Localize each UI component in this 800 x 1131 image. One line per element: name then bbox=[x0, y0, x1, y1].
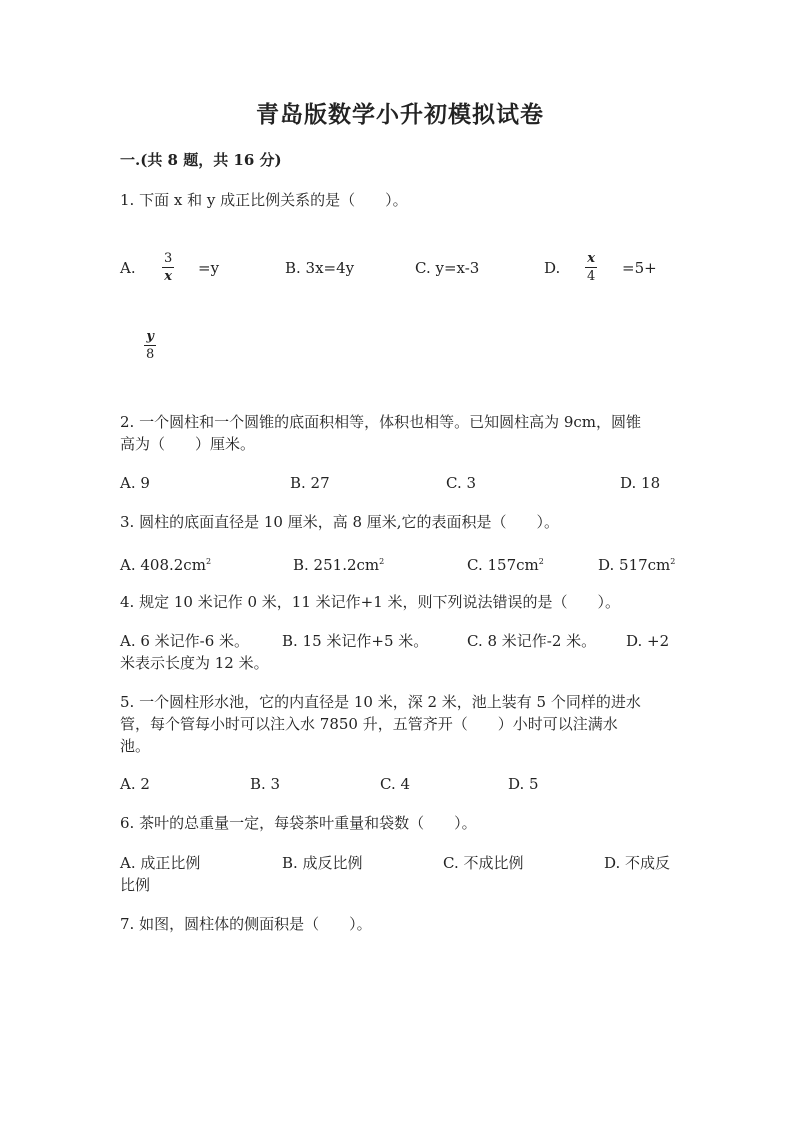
option-d: D. +2 bbox=[626, 632, 670, 650]
option-a: A. 2 bbox=[120, 775, 150, 793]
question-stem: 6. 茶叶的总重量一定，每袋茶叶重量和袋数（ ）。 bbox=[120, 814, 477, 832]
option-a: A. 6 米记作-6 米。 bbox=[120, 632, 250, 650]
unit-superscript: 2 bbox=[538, 557, 544, 566]
question-stem: 7. 如图，圆柱体的侧面积是（ ）。 bbox=[120, 915, 372, 933]
option-b bbox=[293, 552, 384, 575]
option-c: C. 4 bbox=[380, 775, 411, 793]
question-stem: 1. 下面 x 和 y 成正比例关系的是（ ）。 bbox=[120, 191, 408, 209]
fraction-y-over-8 bbox=[144, 330, 156, 361]
question-stem-line-1: 2. 一个圆柱和一个圆锥的底面积相等，体积也相等。已知圆柱高为 9cm，圆锥 bbox=[120, 413, 642, 431]
option-c: C. 8 米记作-2 米。 bbox=[467, 632, 597, 650]
option-b: B. 成反比例 bbox=[282, 854, 363, 872]
unit-superscript: 2 bbox=[379, 557, 385, 566]
option-a: A. 9 bbox=[120, 474, 150, 492]
page-title: 青岛版数学小升初模拟试卷 bbox=[256, 101, 544, 128]
option-c: C. 3 bbox=[446, 474, 477, 492]
fraction-3-over-x bbox=[162, 252, 174, 283]
option-c: C. 不成比例 bbox=[443, 854, 524, 872]
option-b: B. 27 bbox=[290, 474, 330, 492]
option-c: C. y=x-3 bbox=[415, 259, 480, 277]
option-d-continued: 米表示长度为 12 米。 bbox=[120, 654, 269, 672]
option-d-continued: 比例 bbox=[120, 876, 151, 894]
fraction-denominator: 8 bbox=[146, 347, 155, 362]
question-stem-line-2: 管，每个管每小时可以注入水 7850 升，五管齐开（ ）小时可以注满水 bbox=[120, 715, 618, 733]
option-a-label: A. bbox=[120, 259, 136, 277]
option-d: D. 18 bbox=[620, 474, 661, 492]
option-text: A. 408.2cm bbox=[120, 556, 206, 574]
fraction-numerator: x bbox=[587, 251, 596, 266]
question-stem: 3. 圆柱的底面直径是 10 厘米，高 8 厘米,它的表面积是（ ）。 bbox=[120, 513, 560, 531]
option-a: A. 成正比例 bbox=[120, 854, 201, 872]
question-stem-line-2: 高为（ ）厘米。 bbox=[120, 435, 256, 453]
option-b: B. 15 米记作+5 米。 bbox=[282, 632, 429, 650]
option-b: B. 3 bbox=[250, 775, 281, 793]
option-d: D. 5 bbox=[508, 775, 539, 793]
question-stem-line-1: 5. 一个圆柱形水池，它的内直径是 10 米，深 2 米，池上装有 5 个同样的进水 bbox=[120, 693, 641, 711]
question-stem: 4. 规定 10 米记作 0 米，11 米记作+1 米，则下列说法错误的是（ ）。 bbox=[120, 593, 621, 611]
option-c bbox=[467, 552, 544, 575]
fraction-numerator: 3 bbox=[164, 251, 173, 266]
fraction-x-over-4 bbox=[585, 252, 597, 283]
fraction-denominator: 4 bbox=[587, 269, 596, 284]
option-d: D. 不成反 bbox=[604, 854, 671, 872]
option-a-suffix: =y bbox=[198, 259, 220, 277]
question-stem-line-3: 池。 bbox=[120, 737, 151, 755]
option-d-suffix: =5+ bbox=[622, 259, 657, 277]
option-d-label: D. bbox=[544, 259, 561, 277]
fraction-denominator: x bbox=[164, 269, 173, 284]
option-text: C. 157cm bbox=[467, 556, 539, 574]
option-d bbox=[598, 552, 675, 575]
section-heading: 一.(共 8 题，共 16 分) bbox=[120, 151, 282, 169]
unit-superscript: 2 bbox=[205, 557, 212, 566]
option-a bbox=[120, 552, 211, 575]
option-text: B. 251.2cm bbox=[293, 556, 380, 574]
option-text: D. 517cm bbox=[598, 556, 671, 574]
unit-superscript: 2 bbox=[670, 557, 676, 566]
fraction-numerator: y bbox=[146, 329, 154, 344]
option-b: B. 3x=4y bbox=[285, 259, 355, 277]
